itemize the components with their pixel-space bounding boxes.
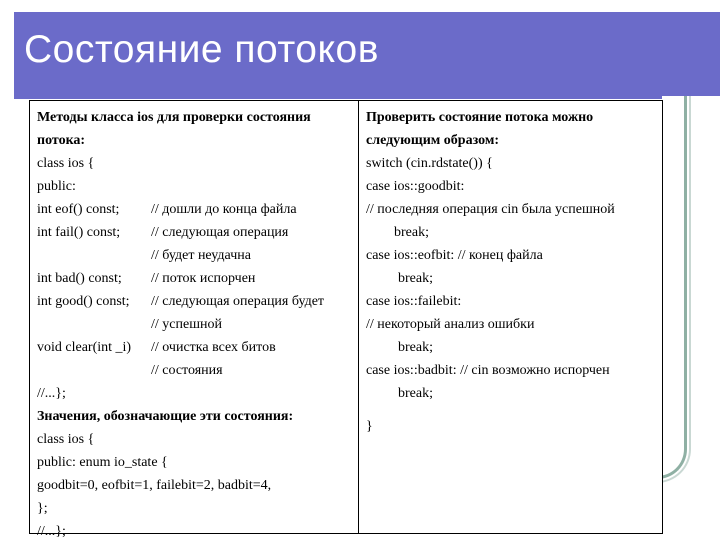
code-case-badbit: case ios::badbit: // cin возможно испорчен <box>366 363 610 378</box>
code-clear-sig: void clear(int _i) <box>37 340 132 355</box>
code-case-failbit: case ios::failebit: <box>366 294 462 309</box>
code-break2: break; <box>398 271 433 286</box>
code-clear-comment2: // состояния <box>151 363 223 378</box>
code-switch: switch (cin.rdstate()) { <box>366 156 493 171</box>
left-heading-line2: потока: <box>37 133 86 148</box>
code-clear-line <box>37 336 355 359</box>
code-case-eofbit: case ios::eofbit: // конец файла <box>366 248 543 263</box>
code-good-comment2: // успешной <box>151 317 222 332</box>
code-bad-line <box>37 267 355 290</box>
code-class-decl2: class ios { <box>37 432 95 447</box>
code-fail-comment2: // будет неудачна <box>151 248 251 263</box>
slide-title: Состояние потоков <box>24 28 379 71</box>
left-heading-line1: Методы класса ios для проверки состояния <box>37 110 311 125</box>
code-public-enum: public: enum io_state { <box>37 455 168 470</box>
code-class-decl: class ios { <box>37 156 95 171</box>
code-goodbit-comment: // последняя операция cin была успешной <box>366 202 615 217</box>
code-eof-comment: // дошли до конца файла <box>151 202 297 217</box>
column-divider <box>358 101 359 533</box>
code-enum-end: }; <box>37 501 48 516</box>
code-eof-sig: int eof() const; <box>37 202 120 217</box>
right-heading-line1: Проверить состояние потока можно <box>366 110 594 125</box>
code-fail-sig: int fail() const; <box>37 225 121 240</box>
code-case-goodbit: case ios::goodbit: <box>366 179 465 194</box>
code-break1: break; <box>394 225 429 240</box>
code-break4: break; <box>398 386 433 401</box>
code-good-line <box>37 290 355 313</box>
values-heading: Значения, обозначающие эти состояния: <box>37 409 294 424</box>
content-table <box>29 100 663 539</box>
title-underline <box>14 96 662 99</box>
code-public: public: <box>37 179 76 194</box>
left-column <box>37 106 355 543</box>
code-enum-values: goodbit=0, eofbit=1, failebit=2, badbit=4, <box>37 478 272 493</box>
code-bad-sig: int bad() const; <box>37 271 122 286</box>
code-good-sig: int good() const; <box>37 294 130 309</box>
code-eof-line <box>37 198 355 221</box>
code-failbit-comment: // некоторый анализ ошибки <box>366 317 535 332</box>
right-column <box>366 106 660 438</box>
code-fail-line <box>37 221 355 244</box>
code-bad-comment: // поток испорчен <box>151 271 256 286</box>
code-fail-comment: // следующая операция <box>151 225 289 240</box>
code-break3: break; <box>398 340 433 355</box>
code-end2: //...}; <box>37 524 66 539</box>
code-close-brace: } <box>366 419 373 434</box>
right-heading-line2: следующим образом: <box>366 133 500 148</box>
code-end1: //...}; <box>37 386 66 401</box>
code-clear-comment: // очистка всех битов <box>151 340 276 355</box>
code-good-comment: // следующая операция будет <box>151 294 325 309</box>
